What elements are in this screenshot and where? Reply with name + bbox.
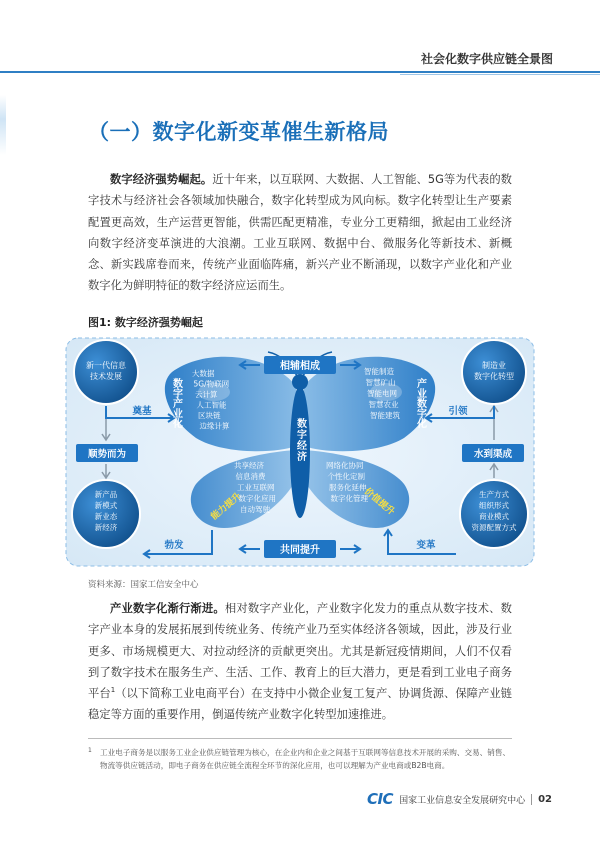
- wing-item: 服务化延伸: [329, 483, 367, 492]
- paragraph-2: [88, 598, 512, 726]
- wing-item: 网络化协同: [326, 461, 364, 470]
- page-number: 02: [538, 793, 552, 805]
- wing-item: 智慧农业: [368, 400, 399, 409]
- footnote-text: 工业电子商务是以服务工业企业供应链管理为核心，在企业内和企业之间基于互联网等信息技术开展的采购、交易、销售、物流等供应链活动，即电子商务在供应链全流程全环节的深化应用，也可以理解为产业电商或B2B电商。: [100, 748, 511, 770]
- paragraph-1: [88, 169, 512, 297]
- butterfly-head: [292, 374, 308, 390]
- wing-lt-title: 数字产业化: [170, 378, 182, 428]
- right-mid-label: 水到渠成: [473, 449, 513, 460]
- wing-rb-title: 价值提升: [362, 486, 397, 518]
- wing-item: 云计算: [195, 390, 218, 399]
- wing-item: 大数据: [192, 369, 215, 378]
- edge-decoration: [0, 95, 6, 155]
- wing-item: 信息消费: [235, 472, 266, 481]
- figure-source: 资料来源：国家工信安全中心: [88, 580, 199, 590]
- bottom-banner-label: 共同提升: [280, 545, 320, 556]
- page-footer: [367, 791, 552, 807]
- paragraph-2-body-b: （以下简称工业电商平台）在支持中小微企业复工复产、协调货源、保障产业链稳定等方面的重要作用，倒逼传统产业数字化转型加速推进。: [88, 687, 512, 722]
- wing-item: 共享经济: [234, 461, 264, 470]
- wing-lb-title: 能力提升: [209, 491, 244, 523]
- wing-item: 5G/物联网: [193, 379, 230, 389]
- cic-logo: CIC: [366, 790, 394, 808]
- footnote: [88, 746, 512, 772]
- arrow-left-bottom-label: 勃发: [164, 540, 184, 551]
- left-mid-label: 顺势而为: [87, 449, 127, 460]
- wing-item: 智能电网: [367, 389, 397, 398]
- header-rule-accent: [400, 74, 600, 75]
- node-left-top-label: 新一代信息技术发展: [86, 361, 126, 381]
- wing-item: 边缘计算: [199, 421, 230, 431]
- wing-item: 区块链: [198, 411, 221, 420]
- top-banner-label: 相辅相成: [280, 361, 320, 372]
- wing-item: 人工智能: [196, 400, 227, 410]
- wing-item: 自动驾驶: [240, 505, 270, 514]
- arrow-right-bottom-label: 变革: [416, 540, 436, 551]
- footnote-mark: 1: [88, 747, 92, 754]
- figure-caption: 图1: 数字经济强势崛起: [88, 316, 203, 329]
- wing-item: 个性化定制: [327, 472, 365, 481]
- wing-item: 工业互联网: [237, 483, 275, 492]
- header-rule: [0, 71, 600, 73]
- footnote-rule: [88, 738, 512, 739]
- wing-item: 智能制造: [364, 367, 394, 376]
- wing-item: 智慧矿山: [365, 378, 396, 387]
- center-label: 数字经济: [294, 418, 306, 462]
- footer-org: 国家工业信息安全发展研究中心: [399, 795, 526, 806]
- paragraph-2-lead: 产业数字化渐行渐进。: [110, 602, 225, 615]
- footer-separator: [531, 794, 532, 805]
- section-title: （一）数字化新变革催生新格局: [88, 120, 389, 144]
- running-header: 社会化数字供应链全景图: [420, 52, 553, 66]
- node-right-top-label: 制造业数字化转型: [474, 361, 514, 381]
- node-right-bottom-label: 生产方式组织形式商业模式资源配置方式: [471, 490, 517, 532]
- paragraph-1-lead: 数字经济强势崛起。: [110, 173, 213, 186]
- wing-item: 数字化管理: [330, 494, 368, 503]
- wing-item: 数字化应用: [238, 494, 276, 503]
- wing-rt-title: 产业数字化: [414, 378, 426, 428]
- footnote-ref[interactable]: 1: [110, 686, 116, 695]
- arrow-right-top-label: 引领: [448, 406, 468, 417]
- paragraph-1-body: 近十年来，以互联网、大数据、人工智能、5G等为代表的数字技术与经济社会各领域加快融合，数字化转型成为风向标。数字化转型让生产要素配置更高效，生产运营更智能，供需匹配更精准，专业分工更精细，掀起由工业经济向数字经济变革演进的大浪潮。工业互联网、数据中台、微服务化等新技术、新概念、新实践席卷而来，传统产业面临阵痛，新兴产业不断涌现，以数字产业化和产业数字化为鲜明特征的数字经济应运而生。: [88, 173, 512, 293]
- node-left-bottom-label: 新产品新模式新业态新经济: [94, 490, 118, 532]
- paragraph-2-body-a: 相对数字产业化，产业数字化发力的重点从数字技术、数字产业本身的发展拓展到传统业务、传统产业乃至实体经济各领域，因此，涉及行业更多、市场规模更大、对拉动经济的贡献更突出。尤其是新冠疫情期间，人们不仅看到了数字技术在服务生产、生活、工作、教育上的巨大潜力，更是看到工业电子商务平台: [88, 602, 512, 701]
- wing-item: 智能建筑: [370, 411, 400, 420]
- arrow-left-top-label: 奠基: [132, 406, 152, 417]
- butterfly-diagram: [64, 334, 536, 572]
